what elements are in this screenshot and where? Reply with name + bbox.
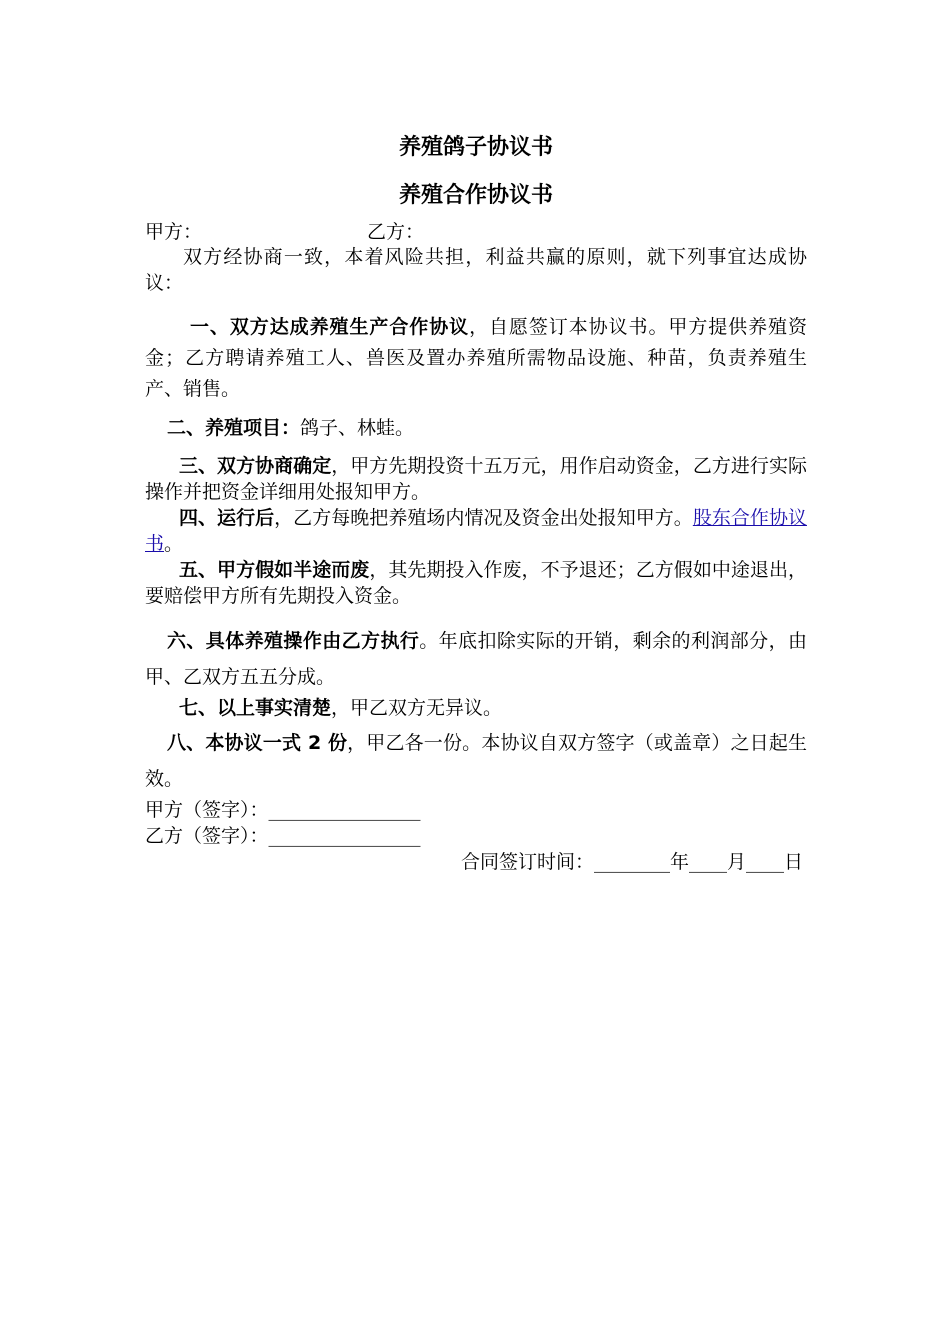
clause-7 [145, 695, 807, 721]
clause-6 [145, 623, 807, 695]
document-title: 养殖鸽子协议书 [398, 135, 553, 160]
clause-2 [145, 415, 807, 441]
clause-6-heading: 六、具体养殖操作由乙方执行 [167, 630, 420, 652]
clause-7-text: ，甲乙双方无异议。 [331, 697, 503, 719]
clause-5-text: ，其先期投入作废，不予退还；乙方假如中途退出，要赔偿甲方所有先期投入资金。 [145, 559, 807, 607]
clause-1-heading: 一、双方达成养殖生产合作协议 [190, 316, 470, 338]
clause-2-heading: 二、养殖项目： [167, 417, 301, 439]
parties-line [145, 220, 807, 244]
clause-4-text: ，乙方每晚把养殖场内情况及资金出处报知甲方。 [274, 507, 693, 529]
signature-party-b: 乙方（签字）：________________ [145, 825, 421, 847]
party-b-label: 乙方： [367, 221, 425, 243]
document-subtitle: 养殖合作协议书 [398, 183, 553, 208]
clause-5 [145, 557, 807, 609]
clause-4-heading: 四、运行后 [179, 507, 275, 529]
clause-7-heading: 七、以上事实清楚 [179, 697, 332, 719]
clause-8-heading: 八、本协议一式 2 份 [167, 732, 348, 754]
clause-3-heading: 三、双方协商确定 [179, 455, 332, 477]
clause-3-text: ，甲方先期投资十五万元，用作启动资金，乙方进行实际操作并把资金详细用处报知甲方。 [145, 455, 807, 503]
clause-8-text: ，甲乙各一份。本协议自双方签字（或盖章）之日起生效。 [145, 732, 807, 790]
clause-5-heading: 五、甲方假如半途而废 [179, 559, 370, 581]
signing-date: 合同签订时间：________年____月____日 [460, 851, 803, 873]
clause-4 [145, 505, 807, 557]
clause-4-after-link: 。 [164, 533, 184, 555]
signature-party-a: 甲方（签字）：________________ [145, 799, 421, 821]
clause-2-text: 鸽子、林蛙。 [300, 417, 415, 439]
party-a-label: 甲方： [145, 221, 203, 243]
related-doc-link[interactable]: 股东合作协议书 [145, 507, 807, 555]
clause-8 [145, 725, 807, 797]
clause-1-text: ，自愿签订本协议书。甲方提供养殖资金；乙方聘请养殖工人、兽医及置办养殖所需物品设施、种苗，负责养殖生产、销售。 [145, 316, 807, 400]
intro-paragraph: 双方经协商一致，本着风险共担，利益共赢的原则，就下列事宜达成协议： [145, 246, 807, 294]
clause-6-text: 。年底扣除实际的开销，剩余的利润部分，由甲、乙双方五五分成。 [145, 630, 807, 688]
clause-1 [145, 312, 807, 405]
clause-3 [145, 453, 807, 505]
document-body [145, 128, 807, 875]
